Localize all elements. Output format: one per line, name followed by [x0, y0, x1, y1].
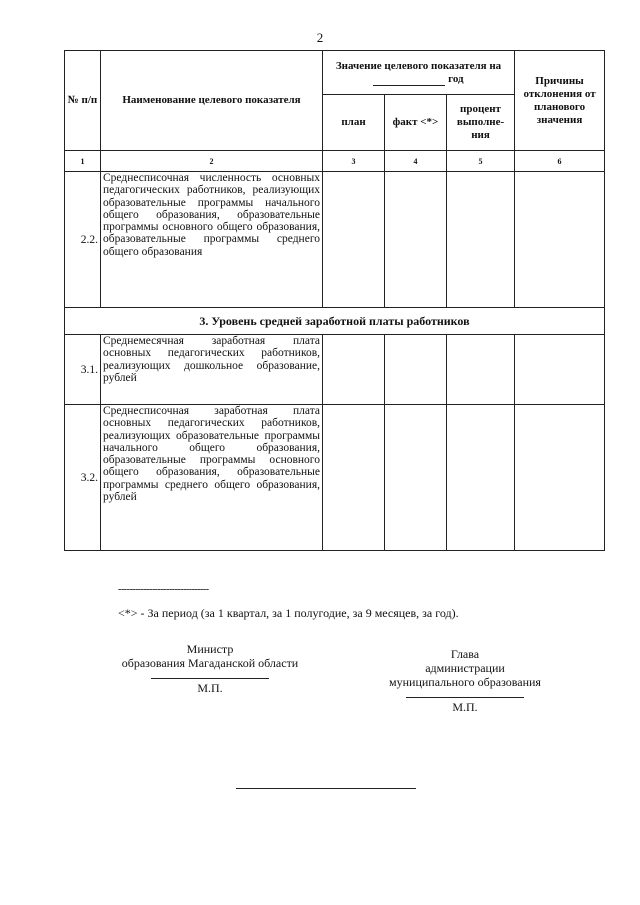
section-3-title: 3. Уровень средней заработной платы работников	[65, 308, 605, 335]
row-number: 3.1.	[65, 335, 101, 405]
header-col-reasons: Причины отклонения от планового значения	[515, 51, 605, 151]
header-col-no: № п/п	[65, 51, 101, 151]
year-blank-line	[373, 75, 445, 86]
cell-fact	[385, 335, 447, 405]
column-number: 6	[515, 151, 605, 172]
page-number: 2	[316, 30, 324, 45]
section-3-row	[65, 308, 605, 335]
header-col-value	[323, 51, 515, 95]
header-col-value-prefix: Значение целевого показателя на	[335, 59, 502, 72]
signature-left-line	[151, 678, 269, 679]
cell-percent	[447, 335, 515, 405]
cell-plan	[323, 405, 385, 551]
cell-reasons	[515, 172, 605, 308]
table-row	[65, 335, 605, 405]
signature-right-line	[406, 697, 524, 698]
cell-plan	[323, 172, 385, 308]
footnote-text: <*> - За период (за 1 квартал, за 1 полугодие, за 9 месяцев, за год).	[118, 606, 459, 620]
signature-left-title-1: Министр	[186, 642, 234, 656]
column-number: 5	[447, 151, 515, 172]
signature-left	[90, 642, 330, 695]
footnote-separator: --------------------------------	[118, 584, 209, 595]
signature-right-title-2: администрации	[425, 661, 505, 675]
row-name: Среднемесячная заработная плата основных педагогических работников, реализующих дошкольное образование, рублей	[101, 335, 323, 405]
header-col-name: Наименование целевого показателя	[101, 51, 323, 151]
row-number: 3.2.	[65, 405, 101, 551]
cell-plan	[323, 335, 385, 405]
cell-fact	[385, 405, 447, 551]
cell-percent	[447, 405, 515, 551]
bottom-separator-line	[236, 788, 416, 789]
column-number: 4	[385, 151, 447, 172]
cell-reasons	[515, 335, 605, 405]
cell-reasons	[515, 405, 605, 551]
signature-left-stamp: М.П.	[197, 681, 223, 695]
table-row	[65, 405, 605, 551]
row-name: Среднесписочная заработная плата основных педагогических работников, реализующих образовательные программы начального общего образования, образовательные программы основного общего образования, образовательные программы среднего общего образования, рублей	[101, 405, 323, 551]
column-numbers-row	[65, 151, 605, 172]
row-number: 2.2.	[65, 172, 101, 308]
header-sub-fact: факт <*>	[385, 95, 447, 151]
header-sub-percent: процент выполне-ния	[447, 95, 515, 151]
signature-right-stamp: М.П.	[452, 700, 478, 714]
signature-right	[350, 647, 580, 714]
header-sub-plan: план	[323, 95, 385, 151]
cell-fact	[385, 172, 447, 308]
cell-percent	[447, 172, 515, 308]
column-number: 1	[65, 151, 101, 172]
column-number: 3	[323, 151, 385, 172]
column-number: 2	[101, 151, 323, 172]
table-row	[65, 172, 605, 308]
signature-left-title-2: образования Магаданской области	[121, 656, 299, 670]
header-col-value-suffix: год	[448, 72, 464, 85]
signature-right-title-1: Глава	[450, 647, 480, 661]
signature-right-title-3: муниципального образования	[389, 675, 541, 689]
indicators-table	[64, 50, 605, 551]
row-name: Среднесписочная численность основных педагогических работников, реализующих образовательные программы начального общего образования, образовательные программы основного общего образования, образовательные программы среднего общего образования	[101, 172, 323, 308]
